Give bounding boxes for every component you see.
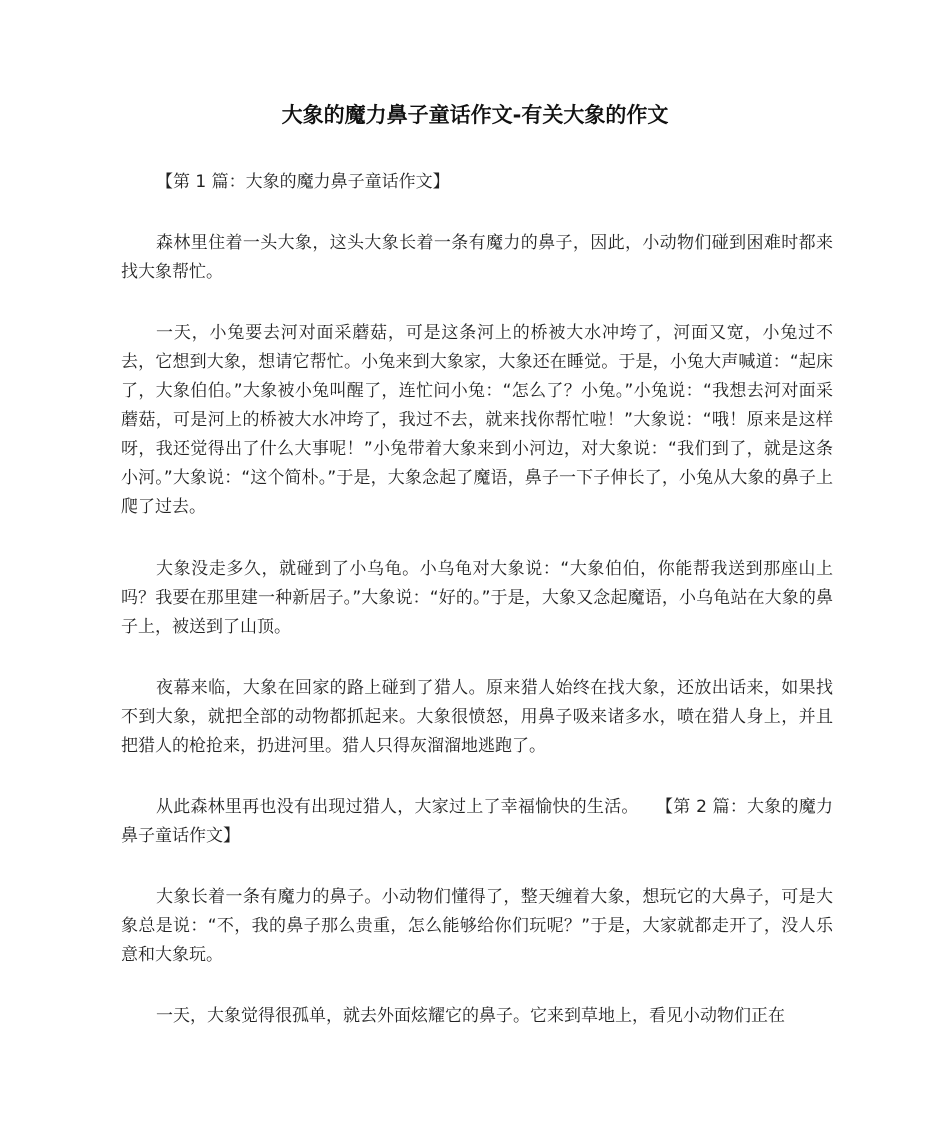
paragraph: 大象长着一条有魔力的鼻子。小动物们懂得了，整天缠着大象，想玩它的大鼻子，可是大象总是说：“不，我的鼻子那么贵重，怎么能够给你们玩呢？”于是，大家就都走开了，没人乐意和大象玩。 [121,887,833,965]
paragraph: 森林里住着一头大象，这头大象长着一条有魔力的鼻子，因此，小动物们碰到困难时都来找大象帮忙。 [121,233,833,282]
paragraph: 一天，小兔要去河对面采蘑菇，可是这条河上的桥被大水冲垮了，河面又宽，小兔过不去，它想到大象，想请它帮忙。小兔来到大象家，大象还在睡觉。于是，小兔大声喊道：“起床了，大象伯伯。”大象被小兔叫醒了，连忙问小兔：“怎么了？小兔。”小兔说：“我想去河对面采蘑菇，可是河上的桥被大水冲垮了，我过不去，就来找你帮忙啦！”大象说：“哦！原来是这样呀，我还觉得出了什么大事呢！”小兔带着大象来到小河边，对大象说：“我们到了，就是这条小河。”大象说：“这个简朴。”于是，大象念起了魔语，鼻子一下子伸长了，小兔从大象的鼻子上爬了过去。 [121,323,833,517]
paragraph: 夜幕来临，大象在回家的路上碰到了猎人。原来猎人始终在找大象，还放出话来，如果找不到大象，就把全部的动物都抓起来。大象很愤怒，用鼻子吸来诸多水，喷在猎人身上，并且把猎人的枪抢来，扔进河里。猎人只得灰溜溜地逃跑了。 [121,678,833,756]
document-title: 大象的魔力鼻子童话作文-有关大象的作文 [281,103,669,127]
paragraph: 一天，大象觉得很孤单，就去外面炫耀它的鼻子。它来到草地上，看见小动物们正在 [156,1006,785,1026]
section-heading-1: 【第 1 篇：大象的魔力鼻子童话作文】 [156,172,450,192]
paragraph: 从此森林里再也没有出现过猎人，大家过上了幸福愉快的生活。 【第 2 篇：大象的魔力鼻子童话作文】 [121,797,833,846]
paragraph: 大象没走多久，就碰到了小乌龟。小乌龟对大象说：“大象伯伯，你能帮我送到那座山上吗？我要在那里建一种新居子。”大象说：“好的。”于是，大象又念起魔语，小乌龟站在大象的鼻子上，被送到了山顶。 [121,559,833,637]
